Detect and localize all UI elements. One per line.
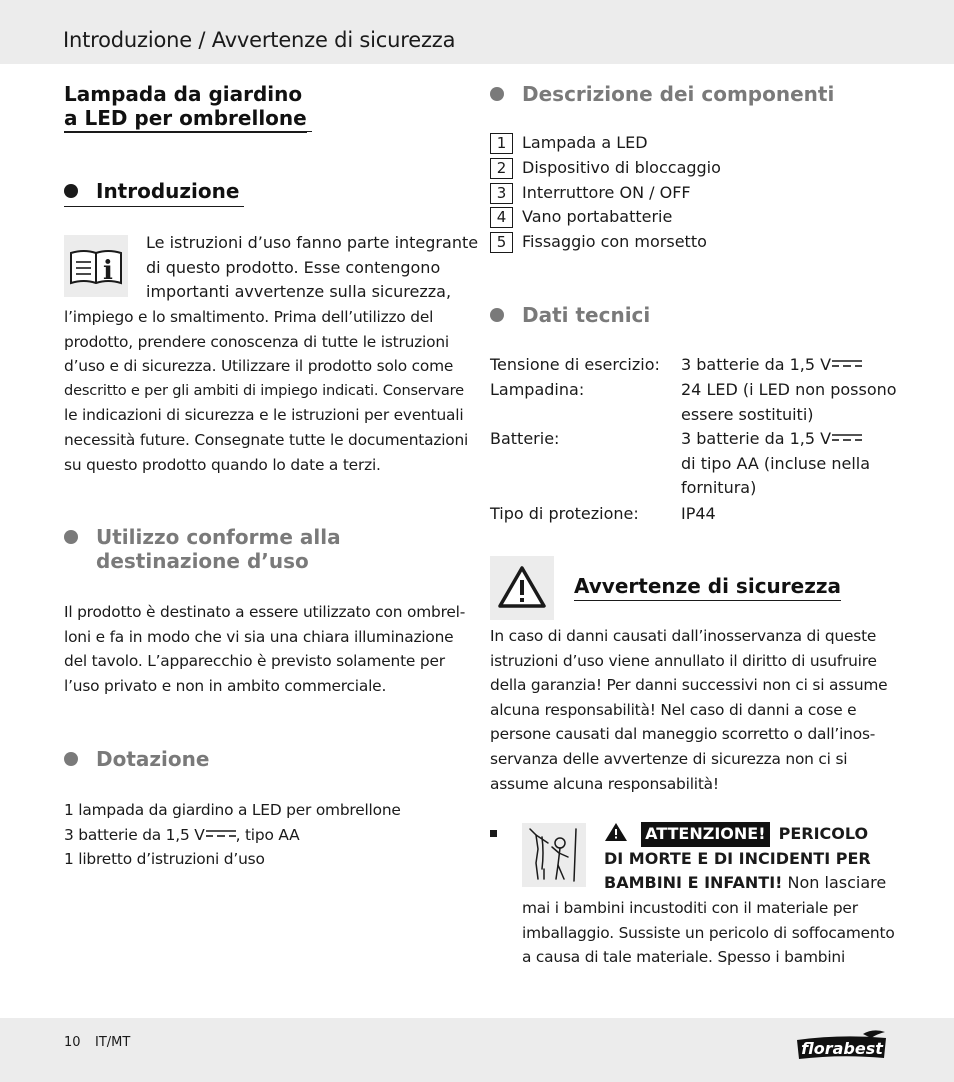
bullet-dot (490, 87, 504, 101)
supply-heading: Dotazione (96, 747, 210, 771)
tech-label-bulb: Lampadina: (490, 380, 585, 399)
intro-line: prodotto, prendere conoscenza di tutte le istruzioni (64, 332, 449, 351)
intended-use-heading (96, 525, 341, 573)
tech-value-protection: IP44 (681, 504, 716, 523)
safety-line: istruzioni d’uso viene annullato il diritto di usufruire (490, 651, 877, 670)
safety-line: della garanzia! Per danni successivi non ci si assume (490, 676, 888, 695)
language-code: IT/MT (95, 1035, 131, 1050)
intended-use-line: l’uso privato e non in ambito commerciale. (64, 676, 387, 695)
tech-value-voltage: 3 batterie da 1,5 V (681, 353, 862, 378)
florabest-logo (795, 1030, 888, 1060)
intended-use-heading-line2: destinazione d’uso (96, 549, 309, 573)
info-book-icon (64, 235, 128, 297)
bullet-dot (490, 308, 504, 322)
intro-text (64, 305, 474, 477)
warning-line: BAMBINI E INFANTI! Non lasciare (604, 873, 887, 893)
tech-value-line: 3 batterie da 1,5 V (681, 427, 870, 452)
tech-label-protection: Tipo di protezione: (490, 504, 639, 523)
intro-line: le indicazioni di sicurezza e le istruzioni per eventuali (64, 406, 464, 425)
dc-symbol-icon (206, 829, 236, 838)
product-title-line2: a LED per ombrellone (64, 106, 307, 133)
warning-line: mai i bambini incustoditi con il materiale per (522, 899, 858, 917)
product-title (64, 82, 307, 133)
safety-text (490, 624, 900, 796)
component-label: Lampada a LED (522, 133, 648, 152)
safety-line: alcuna responsabilità! Nel caso di danni a cose e (490, 700, 857, 719)
intro-line: l’impiego e lo smaltimento. Prima dell’utilizzo del (64, 308, 434, 326)
safety-line: In caso di danni causati dall’inosservanza di queste (490, 627, 877, 645)
bullet-dot (64, 530, 78, 544)
component-label: Fissaggio con morsetto (522, 232, 707, 251)
supply-list (64, 798, 474, 872)
intended-use-line: Il prodotto è destinato a essere utilizzato con ombrel- (64, 603, 466, 621)
supply-item: 3 batterie da 1,5 V , tipo AA (64, 825, 300, 844)
page-number: 10 (64, 1035, 81, 1050)
intro-line: descritto e per gli ambiti di impiego indicati. Conservare (64, 381, 464, 399)
supply-item: 1 lampada da giardino a LED per ombrellone (64, 801, 401, 819)
tech-value-line: 24 LED (i LED non possono (681, 380, 897, 399)
intro-line: su questo prodotto quando lo date a terzi. (64, 455, 381, 474)
warning-triangle-icon (490, 556, 554, 620)
intro-line: d’uso e di sicurezza. Utilizzare il prodotto solo come (64, 357, 454, 376)
intro-text-indented (146, 231, 478, 305)
tech-value-line: fornitura) (681, 478, 757, 498)
warning-title: PERICOLO (778, 824, 869, 843)
intro-line: necessità future. Consegnate tutte le documentazioni (64, 430, 469, 449)
svg-text:i: i (103, 256, 113, 286)
tech-label-battery: Batterie: (490, 429, 560, 448)
product-title-rule (64, 131, 312, 132)
component-number: 2 (490, 158, 513, 179)
tech-label-voltage: Tensione di esercizio: (490, 355, 660, 374)
intro-heading-rule (64, 206, 244, 207)
intro-heading: Introduzione (96, 179, 240, 203)
intended-use-line: loni e fa in modo che vi sia una chiara illuminazione (64, 627, 454, 646)
intended-use-line: del tavolo. L’apparecchio è previsto solamente per (64, 652, 445, 671)
tech-value-bulb (681, 378, 897, 427)
intended-use-heading-line1: Utilizzo conforme alla (96, 525, 341, 549)
bullet-dot (64, 752, 78, 766)
bullet-dot (64, 184, 78, 198)
tech-value-battery (681, 427, 870, 501)
warning-line: imballaggio. Sussiste un pericolo di soffocamento (522, 923, 895, 942)
small-warning-icon (604, 822, 628, 842)
warning-title: DI MORTE E DI INCIDENTI PER (604, 848, 871, 868)
intro-line: di questo prodotto. Esse contengono (146, 257, 441, 277)
components-heading: Descrizione dei componenti (522, 82, 835, 106)
component-number: 1 (490, 133, 513, 154)
tech-heading: Dati tecnici (522, 303, 651, 327)
component-label: Interruttore ON / OFF (522, 183, 691, 202)
attention-badge: ATTENZIONE! (641, 822, 769, 847)
component-number: 3 (490, 183, 513, 204)
child-hazard-icon (522, 823, 586, 887)
intro-line: Le istruzioni d’uso fanno parte integrante (146, 233, 479, 252)
safety-heading: Avvertenze di sicurezza (574, 574, 841, 601)
safety-line: persone causati dal maneggio scorretto o dall’inos- (490, 725, 876, 744)
tech-value-line: essere sostituiti) (681, 404, 814, 424)
intro-line: importanti avvertenze sulla sicurezza, (146, 282, 452, 302)
dc-symbol-icon (832, 359, 862, 368)
component-label: Dispositivo di bloccaggio (522, 158, 721, 177)
warning-block (604, 822, 904, 896)
safety-line: assume alcuna responsabilità! (490, 774, 719, 793)
component-number: 4 (490, 207, 513, 228)
warning-line: a causa di tale materiale. Spesso i bambini (522, 948, 846, 967)
tech-value-line: di tipo AA (incluse nella (681, 453, 871, 473)
component-number: 5 (490, 232, 513, 253)
intended-use-text (64, 600, 474, 698)
brand-text: florabest (801, 1039, 883, 1058)
product-title-line1: Lampada da giardino (64, 82, 303, 106)
warning-continued (522, 896, 902, 970)
component-label: Vano portabatterie (522, 207, 673, 226)
dc-symbol-icon (832, 433, 862, 442)
warning-line (604, 822, 904, 847)
safety-line: servanza delle avvertenze di sicurezza non ci si (490, 749, 848, 768)
supply-item: 1 libretto d’istruzioni d’uso (64, 850, 265, 869)
square-bullet (490, 830, 497, 837)
page-title: Introduzione / Avvertenze di sicurezza (63, 28, 456, 52)
